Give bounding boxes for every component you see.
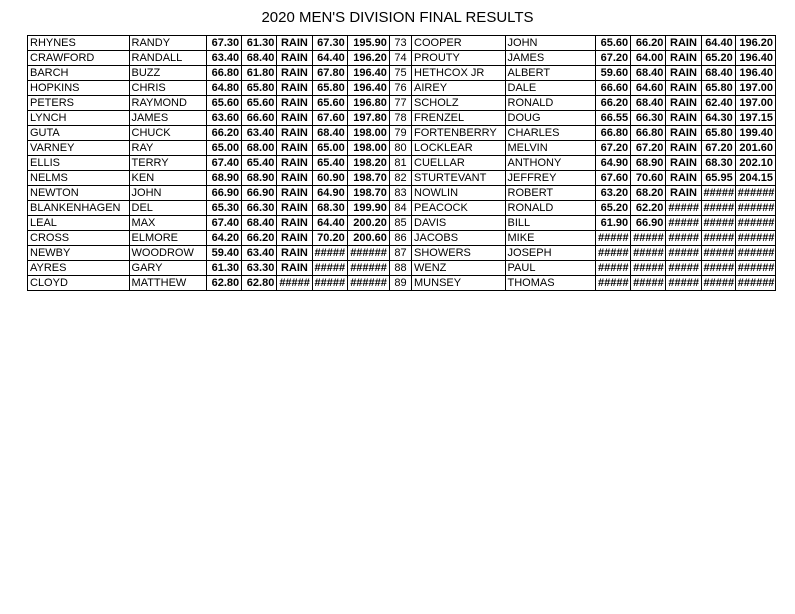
right-first-name-cell: CHARLES [505, 126, 595, 141]
left-score-1-cell: 64.20 [206, 231, 241, 246]
left-score-1-cell: 67.40 [206, 216, 241, 231]
left-score-4-cell: 68.40 [312, 126, 347, 141]
left-last-name-cell: CLOYD [28, 276, 130, 291]
results-body [28, 36, 776, 291]
table-row [28, 276, 776, 291]
place-cell: 85 [389, 216, 411, 231]
results-table [27, 35, 776, 291]
right-total-cell: ###### [735, 276, 775, 291]
right-first-name-cell: JEFFREY [505, 171, 595, 186]
left-score-1-cell: 67.40 [206, 156, 241, 171]
left-score-1-cell: 68.90 [206, 171, 241, 186]
place-cell: 82 [389, 171, 411, 186]
left-total-cell: 195.90 [347, 36, 389, 51]
left-score-2-cell: 68.90 [242, 171, 277, 186]
left-total-cell: 196.40 [347, 66, 389, 81]
right-total-cell: 196.40 [735, 51, 775, 66]
right-score-3-cell: RAIN [666, 81, 701, 96]
left-score-1-cell: 66.90 [206, 186, 241, 201]
place-cell: 87 [389, 246, 411, 261]
left-score-3-cell: RAIN [277, 141, 312, 156]
left-score-4-cell: 65.00 [312, 141, 347, 156]
right-score-1-cell: 65.20 [595, 201, 630, 216]
left-total-cell: 198.00 [347, 126, 389, 141]
left-score-2-cell: 66.90 [242, 186, 277, 201]
right-score-1-cell: 66.60 [595, 81, 630, 96]
right-first-name-cell: RONALD [505, 96, 595, 111]
left-total-cell: 200.60 [347, 231, 389, 246]
left-first-name-cell: JAMES [129, 111, 206, 126]
right-score-2-cell: ##### [631, 261, 666, 276]
left-score-3-cell: ##### [277, 276, 312, 291]
left-score-4-cell: 65.80 [312, 81, 347, 96]
left-first-name-cell: ELMORE [129, 231, 206, 246]
left-first-name-cell: TERRY [129, 156, 206, 171]
right-first-name-cell: ALBERT [505, 66, 595, 81]
left-first-name-cell: MAX [129, 216, 206, 231]
right-score-4-cell: 65.20 [701, 51, 735, 66]
right-score-3-cell: ##### [666, 216, 701, 231]
left-total-cell: ###### [347, 261, 389, 276]
left-score-1-cell: 66.80 [206, 66, 241, 81]
right-score-1-cell: 59.60 [595, 66, 630, 81]
place-cell: 81 [389, 156, 411, 171]
table-row [28, 111, 776, 126]
left-score-2-cell: 66.20 [242, 231, 277, 246]
right-last-name-cell: PEACOCK [412, 201, 506, 216]
left-score-3-cell: RAIN [277, 171, 312, 186]
left-last-name-cell: CROSS [28, 231, 130, 246]
right-last-name-cell: MUNSEY [412, 276, 506, 291]
right-score-3-cell: RAIN [666, 51, 701, 66]
left-first-name-cell: RANDY [129, 36, 206, 51]
left-score-2-cell: 63.40 [242, 126, 277, 141]
right-last-name-cell: STURTEVANT [412, 171, 506, 186]
left-first-name-cell: CHUCK [129, 126, 206, 141]
table-row [28, 246, 776, 261]
right-score-3-cell: ##### [666, 276, 701, 291]
left-first-name-cell: BUZZ [129, 66, 206, 81]
right-score-2-cell: 64.60 [631, 81, 666, 96]
right-score-1-cell: 67.20 [595, 51, 630, 66]
right-first-name-cell: MELVIN [505, 141, 595, 156]
right-score-3-cell: RAIN [666, 186, 701, 201]
right-total-cell: ###### [735, 246, 775, 261]
place-cell: 78 [389, 111, 411, 126]
left-total-cell: 198.00 [347, 141, 389, 156]
place-cell: 86 [389, 231, 411, 246]
table-row [28, 201, 776, 216]
right-score-1-cell: ##### [595, 231, 630, 246]
right-score-1-cell: 67.20 [595, 141, 630, 156]
right-score-4-cell: ##### [701, 261, 735, 276]
left-score-1-cell: 62.80 [206, 276, 241, 291]
right-last-name-cell: SHOWERS [412, 246, 506, 261]
right-score-3-cell: ##### [666, 261, 701, 276]
left-score-3-cell: RAIN [277, 36, 312, 51]
left-score-2-cell: 63.40 [242, 246, 277, 261]
right-score-4-cell: 65.80 [701, 81, 735, 96]
right-score-2-cell: 66.20 [631, 36, 666, 51]
right-score-1-cell: ##### [595, 276, 630, 291]
right-first-name-cell: RONALD [505, 201, 595, 216]
place-cell: 88 [389, 261, 411, 276]
right-first-name-cell: JOHN [505, 36, 595, 51]
right-score-1-cell: 66.20 [595, 96, 630, 111]
right-score-1-cell: 67.60 [595, 171, 630, 186]
right-last-name-cell: JACOBS [412, 231, 506, 246]
left-score-1-cell: 65.60 [206, 96, 241, 111]
right-first-name-cell: MIKE [505, 231, 595, 246]
right-total-cell: 196.40 [735, 66, 775, 81]
right-score-2-cell: 67.20 [631, 141, 666, 156]
right-total-cell: 197.00 [735, 96, 775, 111]
left-last-name-cell: PETERS [28, 96, 130, 111]
right-total-cell: ###### [735, 201, 775, 216]
left-first-name-cell: RAYMOND [129, 96, 206, 111]
left-score-3-cell: RAIN [277, 186, 312, 201]
right-first-name-cell: JOSEPH [505, 246, 595, 261]
right-score-1-cell: 66.55 [595, 111, 630, 126]
right-score-3-cell: RAIN [666, 126, 701, 141]
left-last-name-cell: NELMS [28, 171, 130, 186]
left-first-name-cell: RANDALL [129, 51, 206, 66]
left-last-name-cell: ELLIS [28, 156, 130, 171]
table-row [28, 36, 776, 51]
left-score-1-cell: 64.80 [206, 81, 241, 96]
left-score-1-cell: 65.30 [206, 201, 241, 216]
right-last-name-cell: AIREY [412, 81, 506, 96]
right-last-name-cell: NOWLIN [412, 186, 506, 201]
page-title: 2020 MEN'S DIVISION FINAL RESULTS [261, 9, 534, 26]
left-score-1-cell: 63.40 [206, 51, 241, 66]
place-cell: 77 [389, 96, 411, 111]
left-score-3-cell: RAIN [277, 81, 312, 96]
left-last-name-cell: NEWBY [28, 246, 130, 261]
right-score-4-cell: 65.80 [701, 126, 735, 141]
left-last-name-cell: CRAWFORD [28, 51, 130, 66]
right-score-3-cell: RAIN [666, 36, 701, 51]
right-first-name-cell: ROBERT [505, 186, 595, 201]
right-score-2-cell: 66.80 [631, 126, 666, 141]
table-row [28, 216, 776, 231]
left-score-2-cell: 68.40 [242, 51, 277, 66]
left-score-2-cell: 63.30 [242, 261, 277, 276]
left-total-cell: ###### [347, 246, 389, 261]
table-row [28, 156, 776, 171]
right-total-cell: 197.00 [735, 81, 775, 96]
right-first-name-cell: JAMES [505, 51, 595, 66]
left-score-1-cell: 67.30 [206, 36, 241, 51]
left-score-3-cell: RAIN [277, 126, 312, 141]
right-score-2-cell: ##### [631, 246, 666, 261]
right-score-1-cell: 63.20 [595, 186, 630, 201]
right-first-name-cell: BILL [505, 216, 595, 231]
right-score-1-cell: 66.80 [595, 126, 630, 141]
table-row [28, 171, 776, 186]
left-total-cell: 198.70 [347, 186, 389, 201]
left-score-4-cell: 65.40 [312, 156, 347, 171]
right-score-3-cell: ##### [666, 231, 701, 246]
left-total-cell: 196.20 [347, 51, 389, 66]
table-row [28, 261, 776, 276]
left-score-3-cell: RAIN [277, 261, 312, 276]
left-score-2-cell: 61.30 [242, 36, 277, 51]
right-score-1-cell: 61.90 [595, 216, 630, 231]
right-last-name-cell: COOPER [412, 36, 506, 51]
left-score-4-cell: ##### [312, 261, 347, 276]
place-cell: 89 [389, 276, 411, 291]
left-score-4-cell: 67.80 [312, 66, 347, 81]
left-score-3-cell: RAIN [277, 216, 312, 231]
table-row [28, 141, 776, 156]
right-first-name-cell: PAUL [505, 261, 595, 276]
left-score-3-cell: RAIN [277, 156, 312, 171]
table-row [28, 66, 776, 81]
left-score-1-cell: 59.40 [206, 246, 241, 261]
right-last-name-cell: LOCKLEAR [412, 141, 506, 156]
left-score-4-cell: 67.30 [312, 36, 347, 51]
left-first-name-cell: DEL [129, 201, 206, 216]
right-last-name-cell: CUELLAR [412, 156, 506, 171]
left-first-name-cell: GARY [129, 261, 206, 276]
left-score-3-cell: RAIN [277, 96, 312, 111]
left-last-name-cell: HOPKINS [28, 81, 130, 96]
left-score-1-cell: 65.00 [206, 141, 241, 156]
left-score-4-cell: 64.40 [312, 216, 347, 231]
table-row [28, 51, 776, 66]
left-last-name-cell: GUTA [28, 126, 130, 141]
right-score-2-cell: 62.20 [631, 201, 666, 216]
left-score-4-cell: 70.20 [312, 231, 347, 246]
right-score-4-cell: 65.95 [701, 171, 735, 186]
left-score-4-cell: 60.90 [312, 171, 347, 186]
right-score-1-cell: ##### [595, 261, 630, 276]
left-score-1-cell: 63.60 [206, 111, 241, 126]
left-first-name-cell: KEN [129, 171, 206, 186]
right-last-name-cell: FORTENBERRY [412, 126, 506, 141]
right-score-4-cell: ##### [701, 186, 735, 201]
left-score-3-cell: RAIN [277, 231, 312, 246]
left-score-1-cell: 61.30 [206, 261, 241, 276]
left-first-name-cell: JOHN [129, 186, 206, 201]
left-score-2-cell: 68.40 [242, 216, 277, 231]
right-total-cell: 202.10 [735, 156, 775, 171]
right-score-2-cell: 68.20 [631, 186, 666, 201]
table-row [28, 186, 776, 201]
left-total-cell: ###### [347, 276, 389, 291]
right-score-2-cell: 64.00 [631, 51, 666, 66]
right-first-name-cell: DOUG [505, 111, 595, 126]
right-score-1-cell: 65.60 [595, 36, 630, 51]
right-score-3-cell: RAIN [666, 156, 701, 171]
right-score-2-cell: 68.40 [631, 96, 666, 111]
right-score-4-cell: 64.30 [701, 111, 735, 126]
left-score-4-cell: ##### [312, 246, 347, 261]
right-score-4-cell: 62.40 [701, 96, 735, 111]
left-total-cell: 200.20 [347, 216, 389, 231]
place-cell: 80 [389, 141, 411, 156]
left-score-3-cell: RAIN [277, 111, 312, 126]
right-score-3-cell: RAIN [666, 141, 701, 156]
right-score-3-cell: ##### [666, 246, 701, 261]
table-row [28, 231, 776, 246]
right-score-2-cell: 66.90 [631, 216, 666, 231]
left-first-name-cell: MATTHEW [129, 276, 206, 291]
left-total-cell: 198.20 [347, 156, 389, 171]
right-score-4-cell: ##### [701, 201, 735, 216]
left-last-name-cell: AYRES [28, 261, 130, 276]
right-score-2-cell: 66.30 [631, 111, 666, 126]
table-row [28, 96, 776, 111]
right-score-4-cell: 68.40 [701, 66, 735, 81]
right-last-name-cell: WENZ [412, 261, 506, 276]
right-first-name-cell: THOMAS [505, 276, 595, 291]
right-last-name-cell: DAVIS [412, 216, 506, 231]
place-cell: 76 [389, 81, 411, 96]
right-score-3-cell: RAIN [666, 66, 701, 81]
left-last-name-cell: LEAL [28, 216, 130, 231]
left-first-name-cell: RAY [129, 141, 206, 156]
right-score-3-cell: ##### [666, 201, 701, 216]
right-score-3-cell: RAIN [666, 96, 701, 111]
right-score-2-cell: 70.60 [631, 171, 666, 186]
left-score-4-cell: 67.60 [312, 111, 347, 126]
left-score-4-cell: 65.60 [312, 96, 347, 111]
left-score-4-cell: 68.30 [312, 201, 347, 216]
left-total-cell: 197.80 [347, 111, 389, 126]
place-cell: 84 [389, 201, 411, 216]
right-score-2-cell: 68.40 [631, 66, 666, 81]
right-total-cell: 199.40 [735, 126, 775, 141]
left-score-4-cell: 64.40 [312, 51, 347, 66]
right-score-3-cell: RAIN [666, 111, 701, 126]
place-cell: 79 [389, 126, 411, 141]
right-score-4-cell: ##### [701, 276, 735, 291]
right-last-name-cell: SCHOLZ [412, 96, 506, 111]
left-score-2-cell: 65.60 [242, 96, 277, 111]
table-row [28, 126, 776, 141]
table-row [28, 81, 776, 96]
left-score-2-cell: 61.80 [242, 66, 277, 81]
right-score-2-cell: 68.90 [631, 156, 666, 171]
right-score-4-cell: ##### [701, 231, 735, 246]
left-first-name-cell: CHRIS [129, 81, 206, 96]
place-cell: 75 [389, 66, 411, 81]
right-score-1-cell: ##### [595, 246, 630, 261]
right-last-name-cell: FRENZEL [412, 111, 506, 126]
left-score-3-cell: RAIN [277, 246, 312, 261]
left-total-cell: 196.80 [347, 96, 389, 111]
right-total-cell: 197.15 [735, 111, 775, 126]
left-score-2-cell: 66.60 [242, 111, 277, 126]
left-last-name-cell: NEWTON [28, 186, 130, 201]
right-first-name-cell: DALE [505, 81, 595, 96]
left-score-2-cell: 68.00 [242, 141, 277, 156]
right-total-cell: 204.15 [735, 171, 775, 186]
right-total-cell: 201.60 [735, 141, 775, 156]
right-total-cell: ###### [735, 231, 775, 246]
right-score-4-cell: ##### [701, 246, 735, 261]
left-first-name-cell: WOODROW [129, 246, 206, 261]
left-score-3-cell: RAIN [277, 66, 312, 81]
right-first-name-cell: ANTHONY [505, 156, 595, 171]
right-score-2-cell: ##### [631, 231, 666, 246]
left-score-2-cell: 62.80 [242, 276, 277, 291]
right-score-4-cell: 64.40 [701, 36, 735, 51]
left-last-name-cell: LYNCH [28, 111, 130, 126]
left-score-1-cell: 66.20 [206, 126, 241, 141]
right-score-1-cell: 64.90 [595, 156, 630, 171]
right-score-4-cell: 68.30 [701, 156, 735, 171]
right-score-4-cell: ##### [701, 216, 735, 231]
place-cell: 83 [389, 186, 411, 201]
left-score-3-cell: RAIN [277, 201, 312, 216]
left-score-2-cell: 65.80 [242, 81, 277, 96]
right-score-4-cell: 67.20 [701, 141, 735, 156]
left-total-cell: 199.90 [347, 201, 389, 216]
right-total-cell: 196.20 [735, 36, 775, 51]
place-cell: 73 [389, 36, 411, 51]
place-cell: 74 [389, 51, 411, 66]
right-total-cell: ###### [735, 216, 775, 231]
left-score-4-cell: 64.90 [312, 186, 347, 201]
left-last-name-cell: RHYNES [28, 36, 130, 51]
right-score-2-cell: ##### [631, 276, 666, 291]
right-total-cell: ###### [735, 186, 775, 201]
right-last-name-cell: HETHCOX JR [412, 66, 506, 81]
left-score-3-cell: RAIN [277, 51, 312, 66]
left-total-cell: 198.70 [347, 171, 389, 186]
left-last-name-cell: VARNEY [28, 141, 130, 156]
left-last-name-cell: BLANKENHAGEN [28, 201, 130, 216]
left-score-2-cell: 65.40 [242, 156, 277, 171]
right-last-name-cell: PROUTY [412, 51, 506, 66]
right-score-3-cell: RAIN [666, 171, 701, 186]
left-score-2-cell: 66.30 [242, 201, 277, 216]
right-total-cell: ###### [735, 261, 775, 276]
left-last-name-cell: BARCH [28, 66, 130, 81]
left-score-4-cell: ##### [312, 276, 347, 291]
left-total-cell: 196.40 [347, 81, 389, 96]
